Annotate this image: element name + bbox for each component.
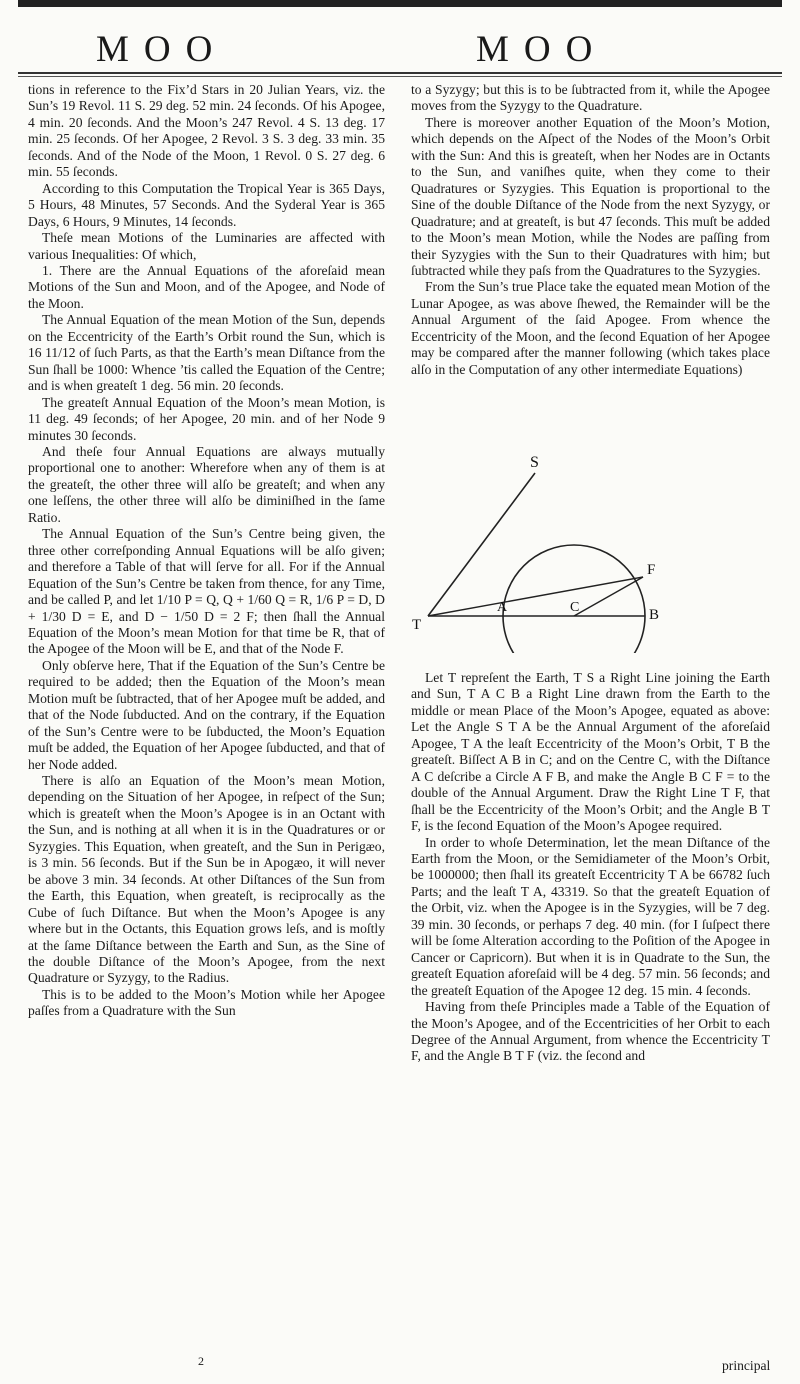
paragraph: In order to whoſe Determination, let the mean Diſtance of the Earth from the Moon, or the Semidiameter of the Moon’s Orbit, be 1000000; then ſhall its greateſt Eccentricity T A be 66782 ſuch Parts; and the leaſt T A, 43319. So that the greateſt Equation of the Orbit, viz. when the Apogee is in the Syzygies, will be 7 deg. 39 min. 30 ſeconds, or perhaps 7 deg. 40 min. (for I ſuſpect there will be ſome Alteration according to the Poſition of the Apogee in Cancer or Capricorn). But when it is in Quadrate to the Sun, the greateſt Equation aforeſaid will be 4 deg. 57 min. 56 ſeconds; and the greateſt Equation of the Apogee 12 deg. 15 min. 4 ſeconds. — [411, 834, 770, 998]
paragraph: This is to be added to the Moon’s Motion while her Apogee paſſes from a Quadrature with the Sun — [28, 986, 385, 1019]
header-right-word: MOO — [476, 29, 608, 70]
top-rule — [18, 0, 782, 7]
paragraph: Theſe mean Motions of the Luminaries are affected with various Inequalities: Of which, — [28, 230, 385, 262]
paragraph: Only obſerve here, That if the Equation of the Sun’s Centre be required to be added; then the Equation of the Moon’s mean Motion muſt be ſubtracted, that of her Apogee muſt be added, and that of the Node ſubducted. And on the contrary, if the Equation of the Sun’s Centre were to be ſubducted, the Moon’s Equation muſt be added, the Equation of her Apogee ſubducted, and that of her Node added. — [28, 657, 385, 772]
label-b: B — [649, 607, 660, 623]
page-number: 2 — [198, 1354, 204, 1368]
paragraph: The greateſt Annual Equation of the Moon’s mean Motion, is 11 deg. 49 ſeconds; of her Apogee, 20 min. and of her Node 9 minutes 30 ſeconds. — [28, 394, 385, 443]
header-left-word: MOO — [96, 29, 228, 70]
line-tf — [428, 577, 643, 616]
line-ts — [428, 473, 535, 616]
left-column — [28, 82, 385, 1020]
label-a: A — [497, 600, 508, 615]
paragraph: There is moreover another Equation of the Moon’s Motion, which depends on the Aſpect of the Nodes of the Moon’s Orbit with the Sun: And this is greateſt, when her Nodes are in Octants to the Sun, and vaniſhes quite, when they come to their Quadratures or Syzygies. This Equation is proportional to the Sine of the double Diſtance of the Node from the next Syzygy, or Quadrature; and at greateſt, is but 47 ſeconds. This muſt be added to the Moon’s mean Motion, while the Nodes are paſſing from their Syzygies with the Sun to their Quadratures with him; but ſubtracted while they paſs from the Quadratures to the Syzygies. — [411, 114, 770, 278]
paragraph: to a Syzygy; but this is to be ſubtracted from it, while the Apogee moves from the Syzygy to the Quadrature. — [411, 82, 770, 114]
header-rule — [18, 72, 782, 74]
paragraph: The Annual Equation of the mean Motion of the Sun, depends on the Eccentricity of the Earth’s Orbit round the Sun, which is 16 11/12 of ſuch Parts, as that the Earth’s mean Diſtance from the Sun ſhall be 1000: Whence ’tis called the Equation of the Centre; and is when greateſt 1 deg. 56 min. 20 ſeconds. — [28, 312, 385, 394]
right-column — [411, 82, 770, 378]
label-s: S — [530, 454, 539, 471]
paragraph: 1. There are the Annual Equations of the aforeſaid mean Motions of the Sun and Moon, and of the Apogee, and Node of the Moon. — [28, 262, 385, 311]
paragraph: Having from theſe Principles made a Table of the Equation of the Moon’s Apogee, and of the Eccentricities of her Orbit to each Degree of the Annual Argument, from whence the Eccentricity T F, and the Angle B T F (viz. the ſecond and — [411, 999, 770, 1064]
right-column-continued — [411, 670, 770, 1065]
paragraph: From the Sun’s true Place take the equated mean Motion of the Lunar Apogee, as was above ſhewed, the Remainder will be the Annual Argument of the ſaid Apogee. From whence the Eccentricity of the Moon, and the ſecond Equation of her Apogee may be compared after the manner following (which takes place alſo in the Computation of any other intermediate Equations) — [411, 279, 770, 377]
label-t: T — [412, 617, 422, 633]
paragraph: There is alſo an Equation of the Moon’s mean Motion, depending on the Situation of her Apogee, in reſpect of the Sun; which is greateſt when the Moon’s Apogee is in an Octant with the Sun, and is nothing at all when it is in the Quadratures or or Syzygies. This Equation, when greateſt, and the Sun in Perigæo, is 3 min. 56 ſeconds. But if the Sun be in Apogæo, it will never be above 3 min. 34 ſeconds. At other Diſtances of the Sun from the Earth, this Equation, when greateſt, is reciprocally as the Cube of ſuch Diſtance. But when the Moon’s Apogee is any where but in the Octants, this Equation grows leſs, and is moſtly at the ſame Diſtance between the Earth and Sun, as the Sine of the double Diſtance of the Moon’s Apogee, from the next Quadrature or Syzygy, to the Radius. — [28, 773, 385, 986]
label-c: C — [570, 600, 580, 615]
apogee-diagram — [410, 453, 770, 653]
paragraph: According to this Computation the Tropical Year is 365 Days, 5 Hours, 48 Minutes, 57 Seconds. And the Syderal Year is 365 Days, 6 Hours, 9 Minutes, 14 ſeconds. — [28, 180, 385, 229]
label-f: F — [647, 562, 656, 578]
paragraph: tions in reference to the Fix’d Stars in 20 Julian Years, viz. the Sun’s 19 Revol. 11 S. 29 deg. 52 min. 24 ſeconds. Of his Apogee, 4 min. 20 ſeconds. And the Moon’s 247 Revol. 4 S. 13 deg. 17 min. 25 ſeconds. Of her Apogee, 2 Revol. 3 S. 3 deg. 33 min. 35 ſeconds. And of the Node of the Moon, 1 Revol. 0 S. 27 deg. 6 min. 55 ſeconds. — [28, 82, 385, 180]
running-header — [0, 0, 800, 76]
paragraph: Let T repreſent the Earth, T S a Right Line joining the Earth and Sun, T A C B a Right Line drawn from the Earth to the middle or mean Place of the Moon’s Apogee, equated as above: Let the Angle S T A be the Annual Argument of the aforeſaid Apogee, T A the leaſt Eccentricity of the Moon’s Orbit, T B the greateſt. Biſſect A B in C; and on the Centre C, with the Diſtance A C deſcribe a Circle A F B, and make the Angle B C F = to the double of the Annual Argument. Draw the Right Line T F, that ſhall be the Eccentricity of the Moon’s Orbit; and the Angle B T F, is the ſecond Equation of the Moon’s Apogee required. — [411, 670, 770, 834]
paragraph: The Annual Equation of the Sun’s Centre being given, the three other correſponding Annual Equations will be alſo given; and therefore a Table of that will ſerve for all. For if the Annual Equation of the Sun’s Centre be taken from thence, for any Time, and be called P, and let 1/10 P = Q, Q + 1/60 Q = R, 1/6 P = D, D + 1/30 D = E, and D − 1/50 D = 2 F; then ſhall the Annual Equation of the Moon’s mean Motion for that time be R, that of the Apogee of the Moon will be E, and that of the Node F. — [28, 526, 385, 657]
paragraph: And theſe four Annual Equations are always mutually proportional one to another: Wherefore when any of them is at the greateſt, the other three will alſo be greateſt; and when any one leſſens, the other three will alſo be diminiſhed in the ſame Ratio. — [28, 443, 385, 525]
catchword: principal — [722, 1358, 771, 1373]
header-rule-thin — [18, 76, 782, 77]
